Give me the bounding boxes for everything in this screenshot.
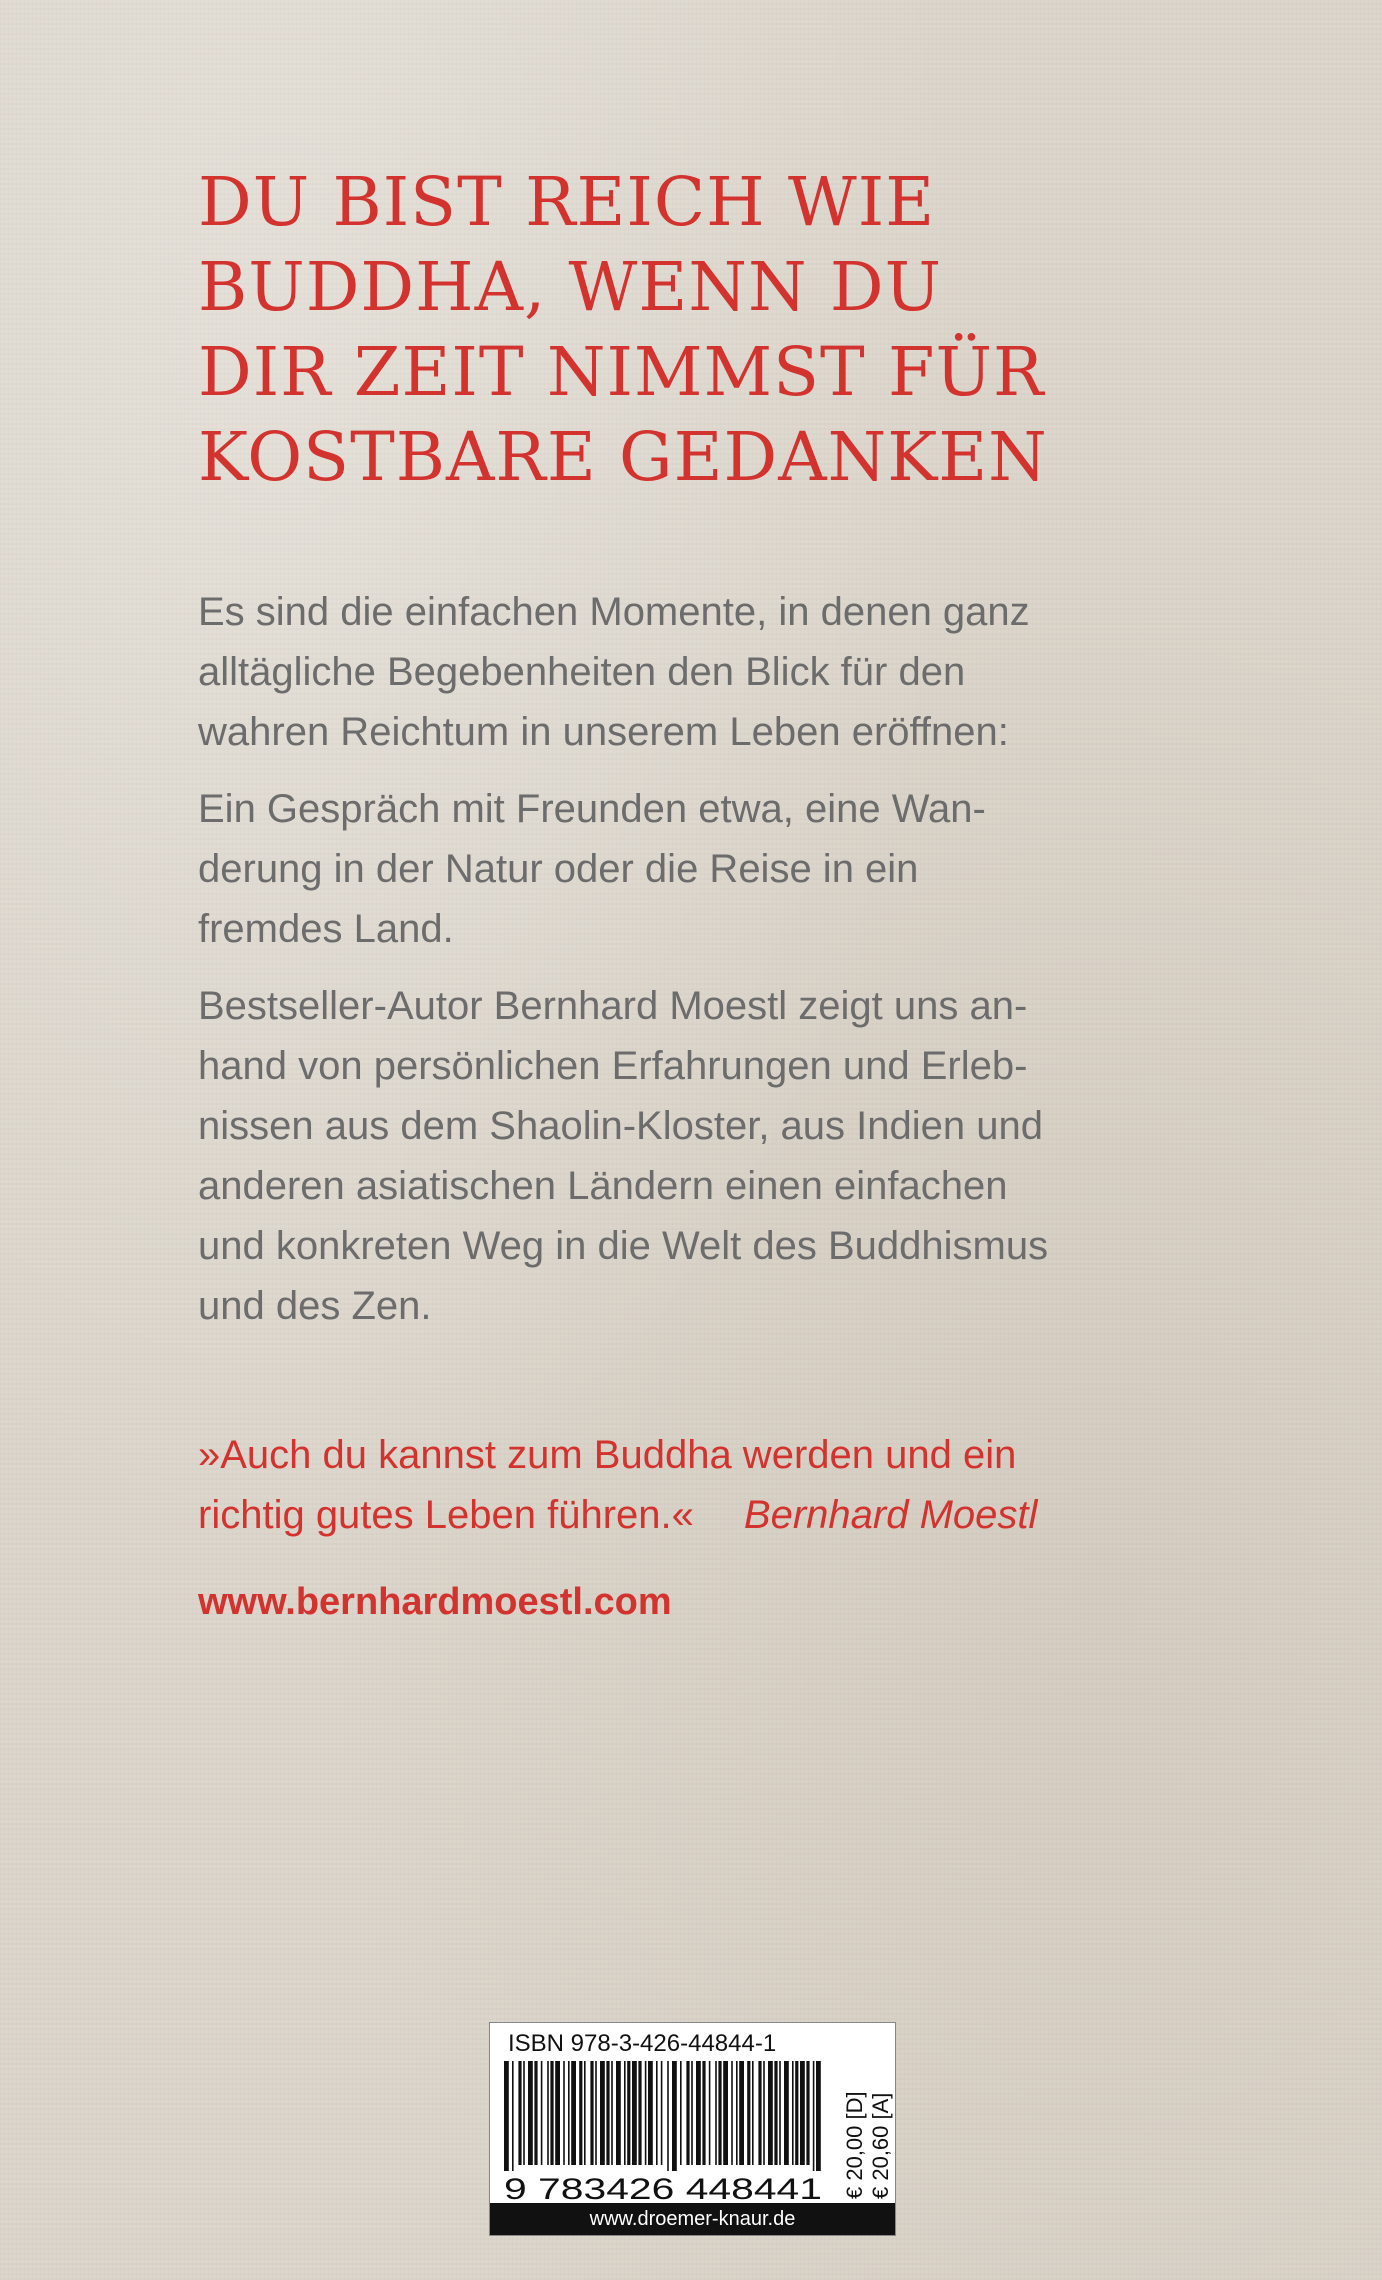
author-website-link[interactable]: www.bernhardmoestl.com: [198, 1581, 672, 1623]
barcode-bar: [800, 2061, 805, 2165]
barcode-bar: [806, 2061, 809, 2165]
barcode-bar: [550, 2061, 553, 2165]
isbn-label: ISBN 978-3-426-44844-1: [508, 2030, 777, 2057]
barcode-bar: [718, 2061, 721, 2165]
barcode-bar: [672, 2061, 677, 2171]
barcode-bar: [792, 2061, 794, 2165]
barcode-bar: [661, 2061, 663, 2165]
barcode-bar: [523, 2061, 525, 2165]
barcode-bar: [736, 2061, 738, 2165]
headline: [198, 160, 1278, 500]
barcode-bar: [774, 2061, 777, 2165]
quote-line: »Auch du kannst zum Buddha werden und ein: [198, 1433, 1017, 1477]
barcode-bar: [504, 2061, 509, 2171]
barcode-bar: [616, 2061, 621, 2165]
barcode-bar: [795, 2061, 798, 2165]
headline-line: DIR ZEIT NIMMST FÜR: [198, 333, 1045, 411]
barcode-bar: [747, 2061, 750, 2165]
barcode-digits: 9 783426 448441: [504, 2173, 822, 2203]
barcode-bar: [512, 2061, 514, 2171]
barcode-bar: [584, 2061, 586, 2165]
barcode-bar: [547, 2061, 549, 2165]
barcode-bar: [590, 2061, 593, 2165]
barcode-bar: [696, 2061, 701, 2165]
barcode-bar: [686, 2061, 689, 2165]
barcode-bar: [691, 2061, 693, 2165]
barcode-bar: [555, 2061, 560, 2165]
blurb-line: wahren Reichtum in unserem Leben eröffnen:: [198, 710, 1009, 754]
blurb-line: fremdes Land.: [198, 907, 454, 951]
barcode-bar: [752, 2061, 754, 2165]
barcode-bar: [715, 2061, 717, 2165]
barcode-bar: [784, 2061, 789, 2165]
headline-line: DU BIST REICH WIE: [198, 163, 936, 241]
barcode-bar: [758, 2061, 761, 2165]
barcode-bar: [600, 2061, 605, 2165]
headline-line: BUDDHA, WENN DU: [198, 248, 943, 326]
headline-line: KOSTBARE GEDANKEN: [198, 418, 1048, 496]
barcode-bar: [579, 2061, 582, 2165]
barcode-bar: [731, 2061, 733, 2165]
barcode-bar: [813, 2061, 815, 2171]
barcode-bar: [568, 2061, 570, 2165]
barcode-bar: [534, 2061, 537, 2165]
barcode-bar: [632, 2061, 637, 2165]
blurb-line: Ein Gespräch mit Freunden etwa, eine Wan-: [198, 787, 986, 831]
barcode-bar: [595, 2061, 597, 2165]
blurb-line: derung in der Natur oder die Reise in ein: [198, 847, 919, 891]
barcode-bar: [563, 2061, 565, 2165]
quote-line-with-author: [198, 1485, 1248, 1545]
barcode-bar: [723, 2061, 728, 2165]
barcode-graphic: [500, 2061, 830, 2203]
blurb-paragraph-1: [198, 582, 1198, 762]
barcode-bar: [627, 2061, 630, 2165]
barcode-bar: [702, 2061, 705, 2165]
publisher-url[interactable]: www.droemer-knaur.de: [490, 2203, 895, 2235]
price-austria: € 20,60 [A]: [868, 2092, 893, 2199]
blurb-line: alltägliche Begebenheiten den Blick für den: [198, 650, 966, 694]
barcode-bar: [739, 2061, 744, 2165]
barcode-bar: [779, 2061, 781, 2165]
barcode-bar: [528, 2061, 533, 2165]
blurb-line: Bestseller-Autor Bernhard Moestl zeigt uns an-: [198, 984, 1028, 1028]
blurb: [198, 582, 1198, 1353]
author-quote: [198, 1425, 1248, 1545]
isbn-barcode-box: [489, 2022, 896, 2236]
quote-author: Bernhard Moestl: [743, 1493, 1038, 1537]
blurb-line: hand von persönlichen Erfahrungen und Erleb-: [198, 1044, 1028, 1088]
barcode-bar: [768, 2061, 773, 2165]
blurb-line: und des Zen.: [198, 1284, 432, 1328]
barcode-bar: [638, 2061, 641, 2165]
barcode-bar: [680, 2061, 682, 2165]
blurb-line: nissen aus dem Shaolin-Kloster, aus Indien und: [198, 1104, 1043, 1148]
barcode-bar: [763, 2061, 765, 2165]
barcode-bar: [606, 2061, 609, 2165]
quote-line: richtig gutes Leben führen.«: [198, 1493, 694, 1537]
barcode-bar: [611, 2061, 613, 2165]
barcode-bar: [571, 2061, 576, 2165]
blurb-line: und konkreten Weg in die Welt des Buddhismus: [198, 1224, 1049, 1268]
blurb-paragraph-3: [198, 976, 1198, 1336]
barcode-bar: [518, 2061, 521, 2165]
barcode-bar: [667, 2061, 669, 2171]
barcode-bar: [541, 2061, 543, 2165]
barcode-bar: [624, 2061, 626, 2165]
blurb-line: anderen asiatischen Ländern einen einfachen: [198, 1164, 1008, 1208]
barcode-bar: [645, 2061, 647, 2165]
price-germany: € 20,00 [D]: [842, 2091, 867, 2199]
blurb-paragraph-2: [198, 779, 1198, 959]
blurb-line: Es sind die einfachen Momente, in denen ganz: [198, 590, 1030, 634]
barcode-bar: [656, 2061, 658, 2165]
barcode-bar: [648, 2061, 653, 2165]
barcode-bar: [816, 2061, 821, 2171]
barcode-bar: [709, 2061, 711, 2165]
